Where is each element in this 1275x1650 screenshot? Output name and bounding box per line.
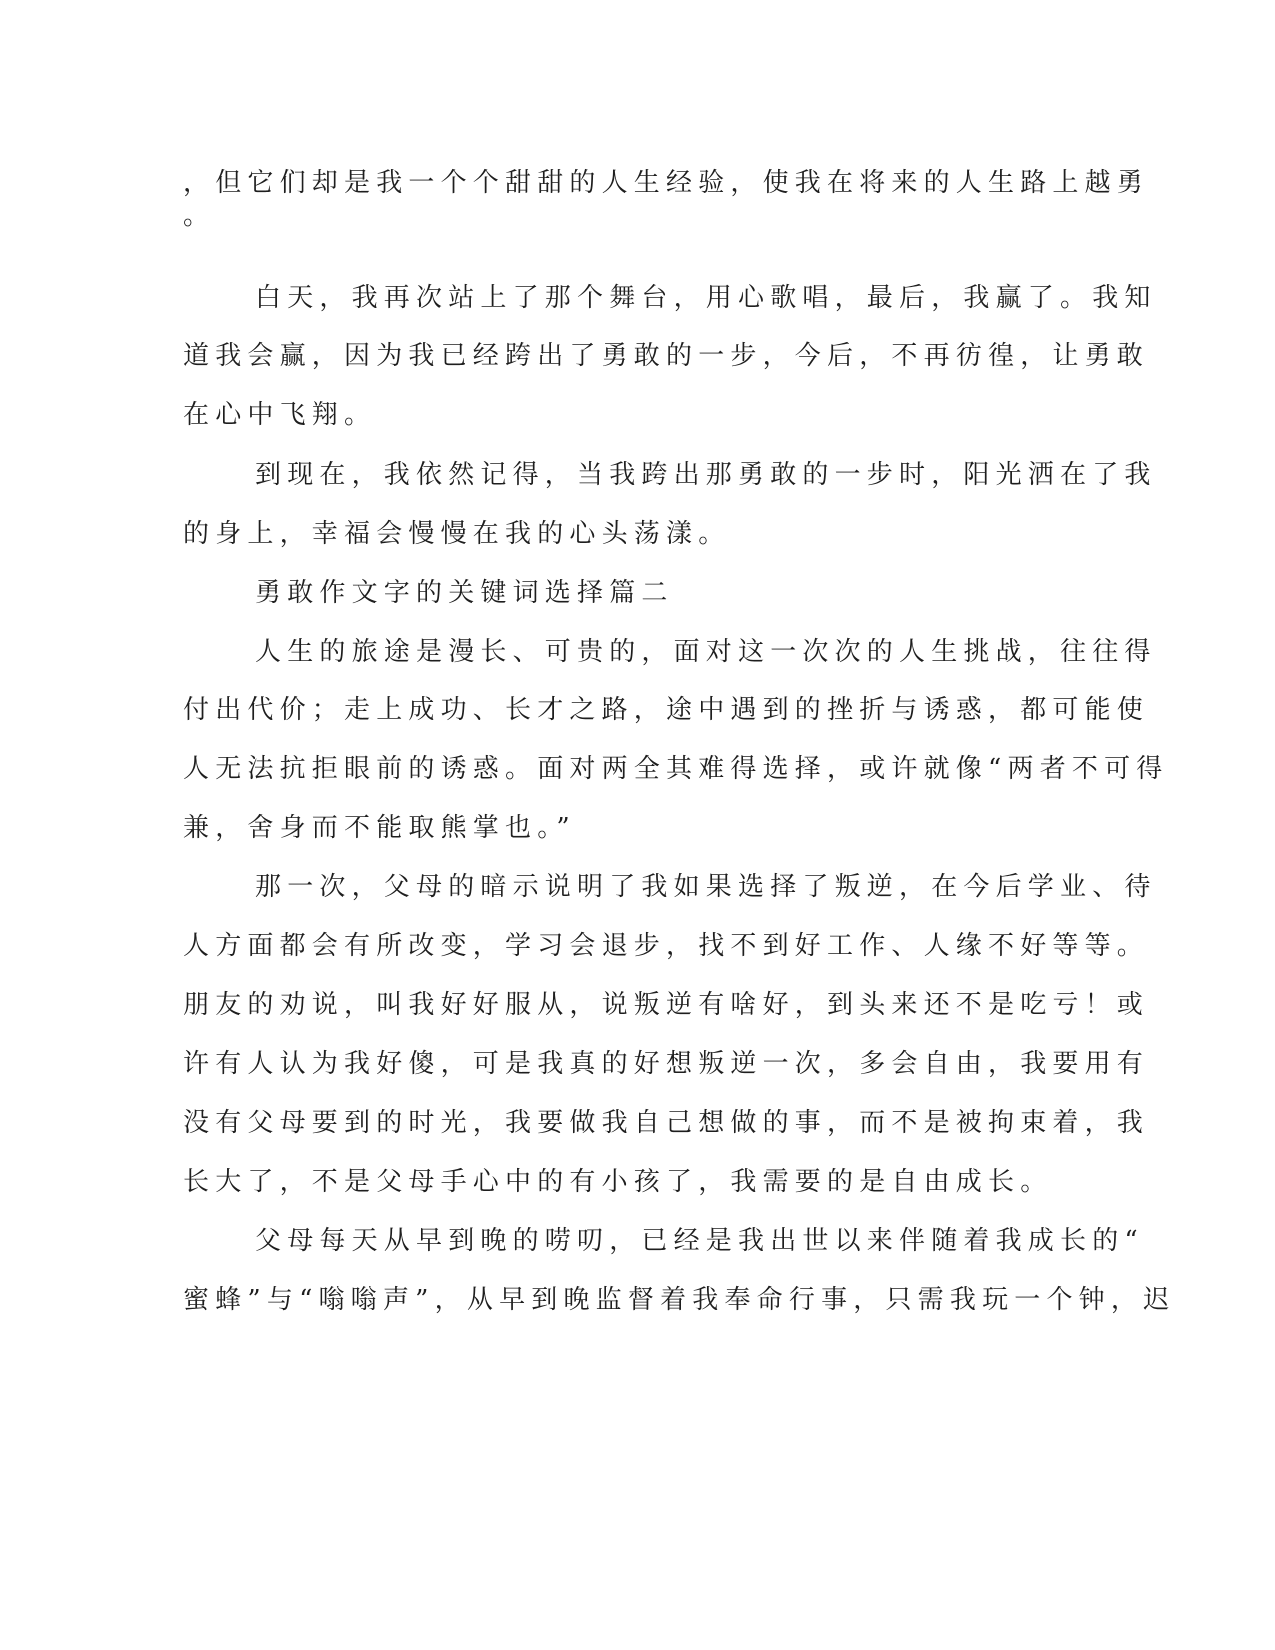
paragraph-line: 付出代价；走上成功、长才之路，途中遇到的挫折与诱惑，都可能使 [183, 695, 1150, 725]
paragraph-line: 人无法抗拒眼前的诱惑。面对两全其难得选择，或许就像“两者不可得 [183, 754, 1169, 784]
paragraph-line: 在心中飞翔。 [183, 400, 377, 430]
paragraph-line: 道我会赢，因为我已经跨出了勇敢的一步，今后，不再彷徨，让勇敢 [183, 341, 1150, 371]
paragraph-line: 蜜蜂”与“嗡嗡声”，从早到晚监督着我奉命行事，只需我玩一个钟，迟 [183, 1285, 1176, 1315]
paragraph-line: 许有人认为我好傻，可是我真的好想叛逆一次，多会自由，我要用有 [183, 1049, 1150, 1079]
paragraph-line: 到现在，我依然记得，当我跨出那勇敢的一步时，阳光洒在了我 [255, 460, 1157, 490]
paragraph-line: 长大了，不是父母手心中的有小孩了，我需要的是自由成长。 [183, 1167, 1053, 1197]
paragraph-line: 人方面都会有所改变，学习会退步，找不到好工作、人缘不好等等。 [183, 931, 1150, 961]
paragraph-line: 没有父母要到的时光，我要做我自己想做的事，而不是被拘束着，我 [183, 1108, 1150, 1138]
paragraph-line: 那一次，父母的暗示说明了我如果选择了叛逆，在今后学业、待 [255, 872, 1157, 902]
paragraph-line: 。 [183, 201, 216, 231]
paragraph-line: 白天，我再次站上了那个舞台，用心歌唱，最后，我赢了。我知 [255, 283, 1157, 313]
paragraph-line: 兼，舍身而不能取熊掌也。” [183, 813, 576, 843]
paragraph-line: ，但它们却是我一个个甜甜的人生经验，使我在将来的人生路上越勇 [183, 168, 1150, 198]
paragraph-line: 朋友的劝说，叫我好好服从，说叛逆有啥好，到头来还不是吃亏！或 [183, 990, 1150, 1020]
paragraph-line: 人生的旅途是漫长、可贵的，面对这一次次的人生挑战，往往得 [255, 637, 1157, 667]
paragraph-line: 的身上，幸福会慢慢在我的心头荡漾。 [183, 519, 731, 549]
paragraph-line: 父母每天从早到晚的唠叨，已经是我出世以来伴随着我成长的“ [255, 1226, 1144, 1256]
section-heading: 勇敢作文字的关键词选择篇二 [255, 578, 674, 608]
